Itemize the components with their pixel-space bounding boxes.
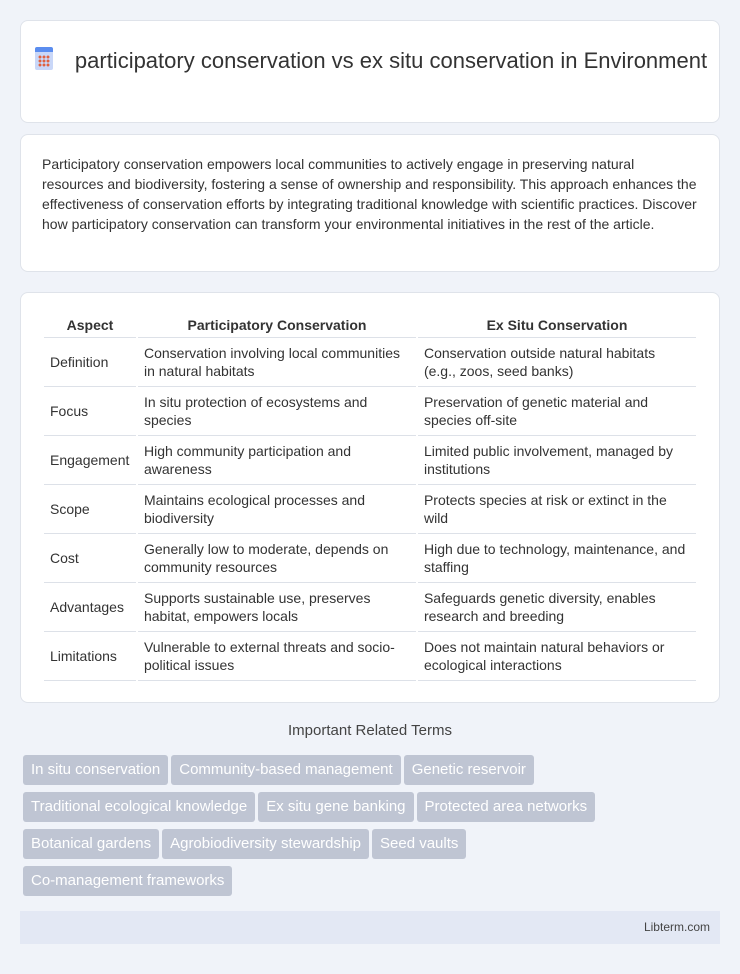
- page-title-block: [21, 46, 719, 75]
- related-terms-list: [23, 755, 723, 903]
- comparison-card: [20, 292, 720, 703]
- row-participatory: Maintains ecological processes and biodiversity: [138, 485, 416, 534]
- related-term-tag[interactable]: Seed vaults: [372, 829, 466, 859]
- page-title: participatory conservation vs ex situ conservation in Environment: [74, 48, 708, 73]
- related-term-tag[interactable]: Botanical gardens: [23, 829, 159, 859]
- spreadsheet-icon: [33, 47, 55, 71]
- table-row: [44, 338, 696, 387]
- row-aspect: Definition: [44, 338, 136, 387]
- related-term-tag[interactable]: Ex situ gene banking: [258, 792, 413, 822]
- related-term-tag[interactable]: Traditional ecological knowledge: [23, 792, 255, 822]
- row-aspect: Limitations: [44, 632, 136, 681]
- related-term-tag[interactable]: Community-based management: [171, 755, 400, 785]
- row-ex-situ: Safeguards genetic diversity, enables research and breeding: [418, 583, 696, 632]
- intro-card: [20, 134, 720, 272]
- table-row: [44, 387, 696, 436]
- row-participatory: In situ protection of ecosystems and species: [138, 387, 416, 436]
- intro-paragraph: Participatory conservation empowers local communities to actively engage in preserving natural resources and biodiversity, fostering a sense of ownership and responsibility. This approach enhances the effectiveness of conservation efforts by integrating traditional knowledge with scientific practices. Discover how participatory conservation can transform your environmental initiatives in the rest of the article.: [42, 156, 697, 232]
- row-aspect: Cost: [44, 534, 136, 583]
- header-card: [20, 20, 720, 123]
- row-ex-situ: Conservation outside natural habitats (e.g., zoos, seed banks): [418, 338, 696, 387]
- header-ex-situ: Ex Situ Conservation: [418, 313, 696, 338]
- row-ex-situ: Preservation of genetic material and species off-site: [418, 387, 696, 436]
- row-ex-situ: High due to technology, maintenance, and staffing: [418, 534, 696, 583]
- table-header-row: [44, 313, 696, 338]
- related-term-tag[interactable]: Protected area networks: [417, 792, 596, 822]
- row-participatory: Supports sustainable use, preserves habitat, empowers locals: [138, 583, 416, 632]
- table-row: [44, 632, 696, 681]
- related-terms-title: Important Related Terms: [288, 722, 452, 739]
- table-row: [44, 534, 696, 583]
- row-ex-situ: Limited public involvement, managed by institutions: [418, 436, 696, 485]
- table-row: [44, 485, 696, 534]
- row-aspect: Advantages: [44, 583, 136, 632]
- footer: [20, 911, 720, 944]
- related-term-tag[interactable]: In situ conservation: [23, 755, 168, 785]
- header-aspect: Aspect: [44, 313, 136, 338]
- row-aspect: Engagement: [44, 436, 136, 485]
- row-participatory: Vulnerable to external threats and socio-political issues: [138, 632, 416, 681]
- row-aspect: Scope: [44, 485, 136, 534]
- row-ex-situ: Does not maintain natural behaviors or ecological interactions: [418, 632, 696, 681]
- related-term-tag[interactable]: Co-management frameworks: [23, 866, 232, 896]
- related-term-tag[interactable]: Agrobiodiversity stewardship: [162, 829, 369, 859]
- row-ex-situ: Protects species at risk or extinct in the wild: [418, 485, 696, 534]
- row-participatory: Generally low to moderate, depends on community resources: [138, 534, 416, 583]
- footer-brand-link[interactable]: Libterm.com: [643, 920, 710, 934]
- table-row: [44, 583, 696, 632]
- row-participatory: High community participation and awareness: [138, 436, 416, 485]
- row-aspect: Focus: [44, 387, 136, 436]
- table-row: [44, 436, 696, 485]
- comparison-table: [42, 313, 698, 681]
- row-participatory: Conservation involving local communities in natural habitats: [138, 338, 416, 387]
- related-term-tag[interactable]: Genetic reservoir: [404, 755, 534, 785]
- header-participatory: Participatory Conservation: [138, 313, 416, 338]
